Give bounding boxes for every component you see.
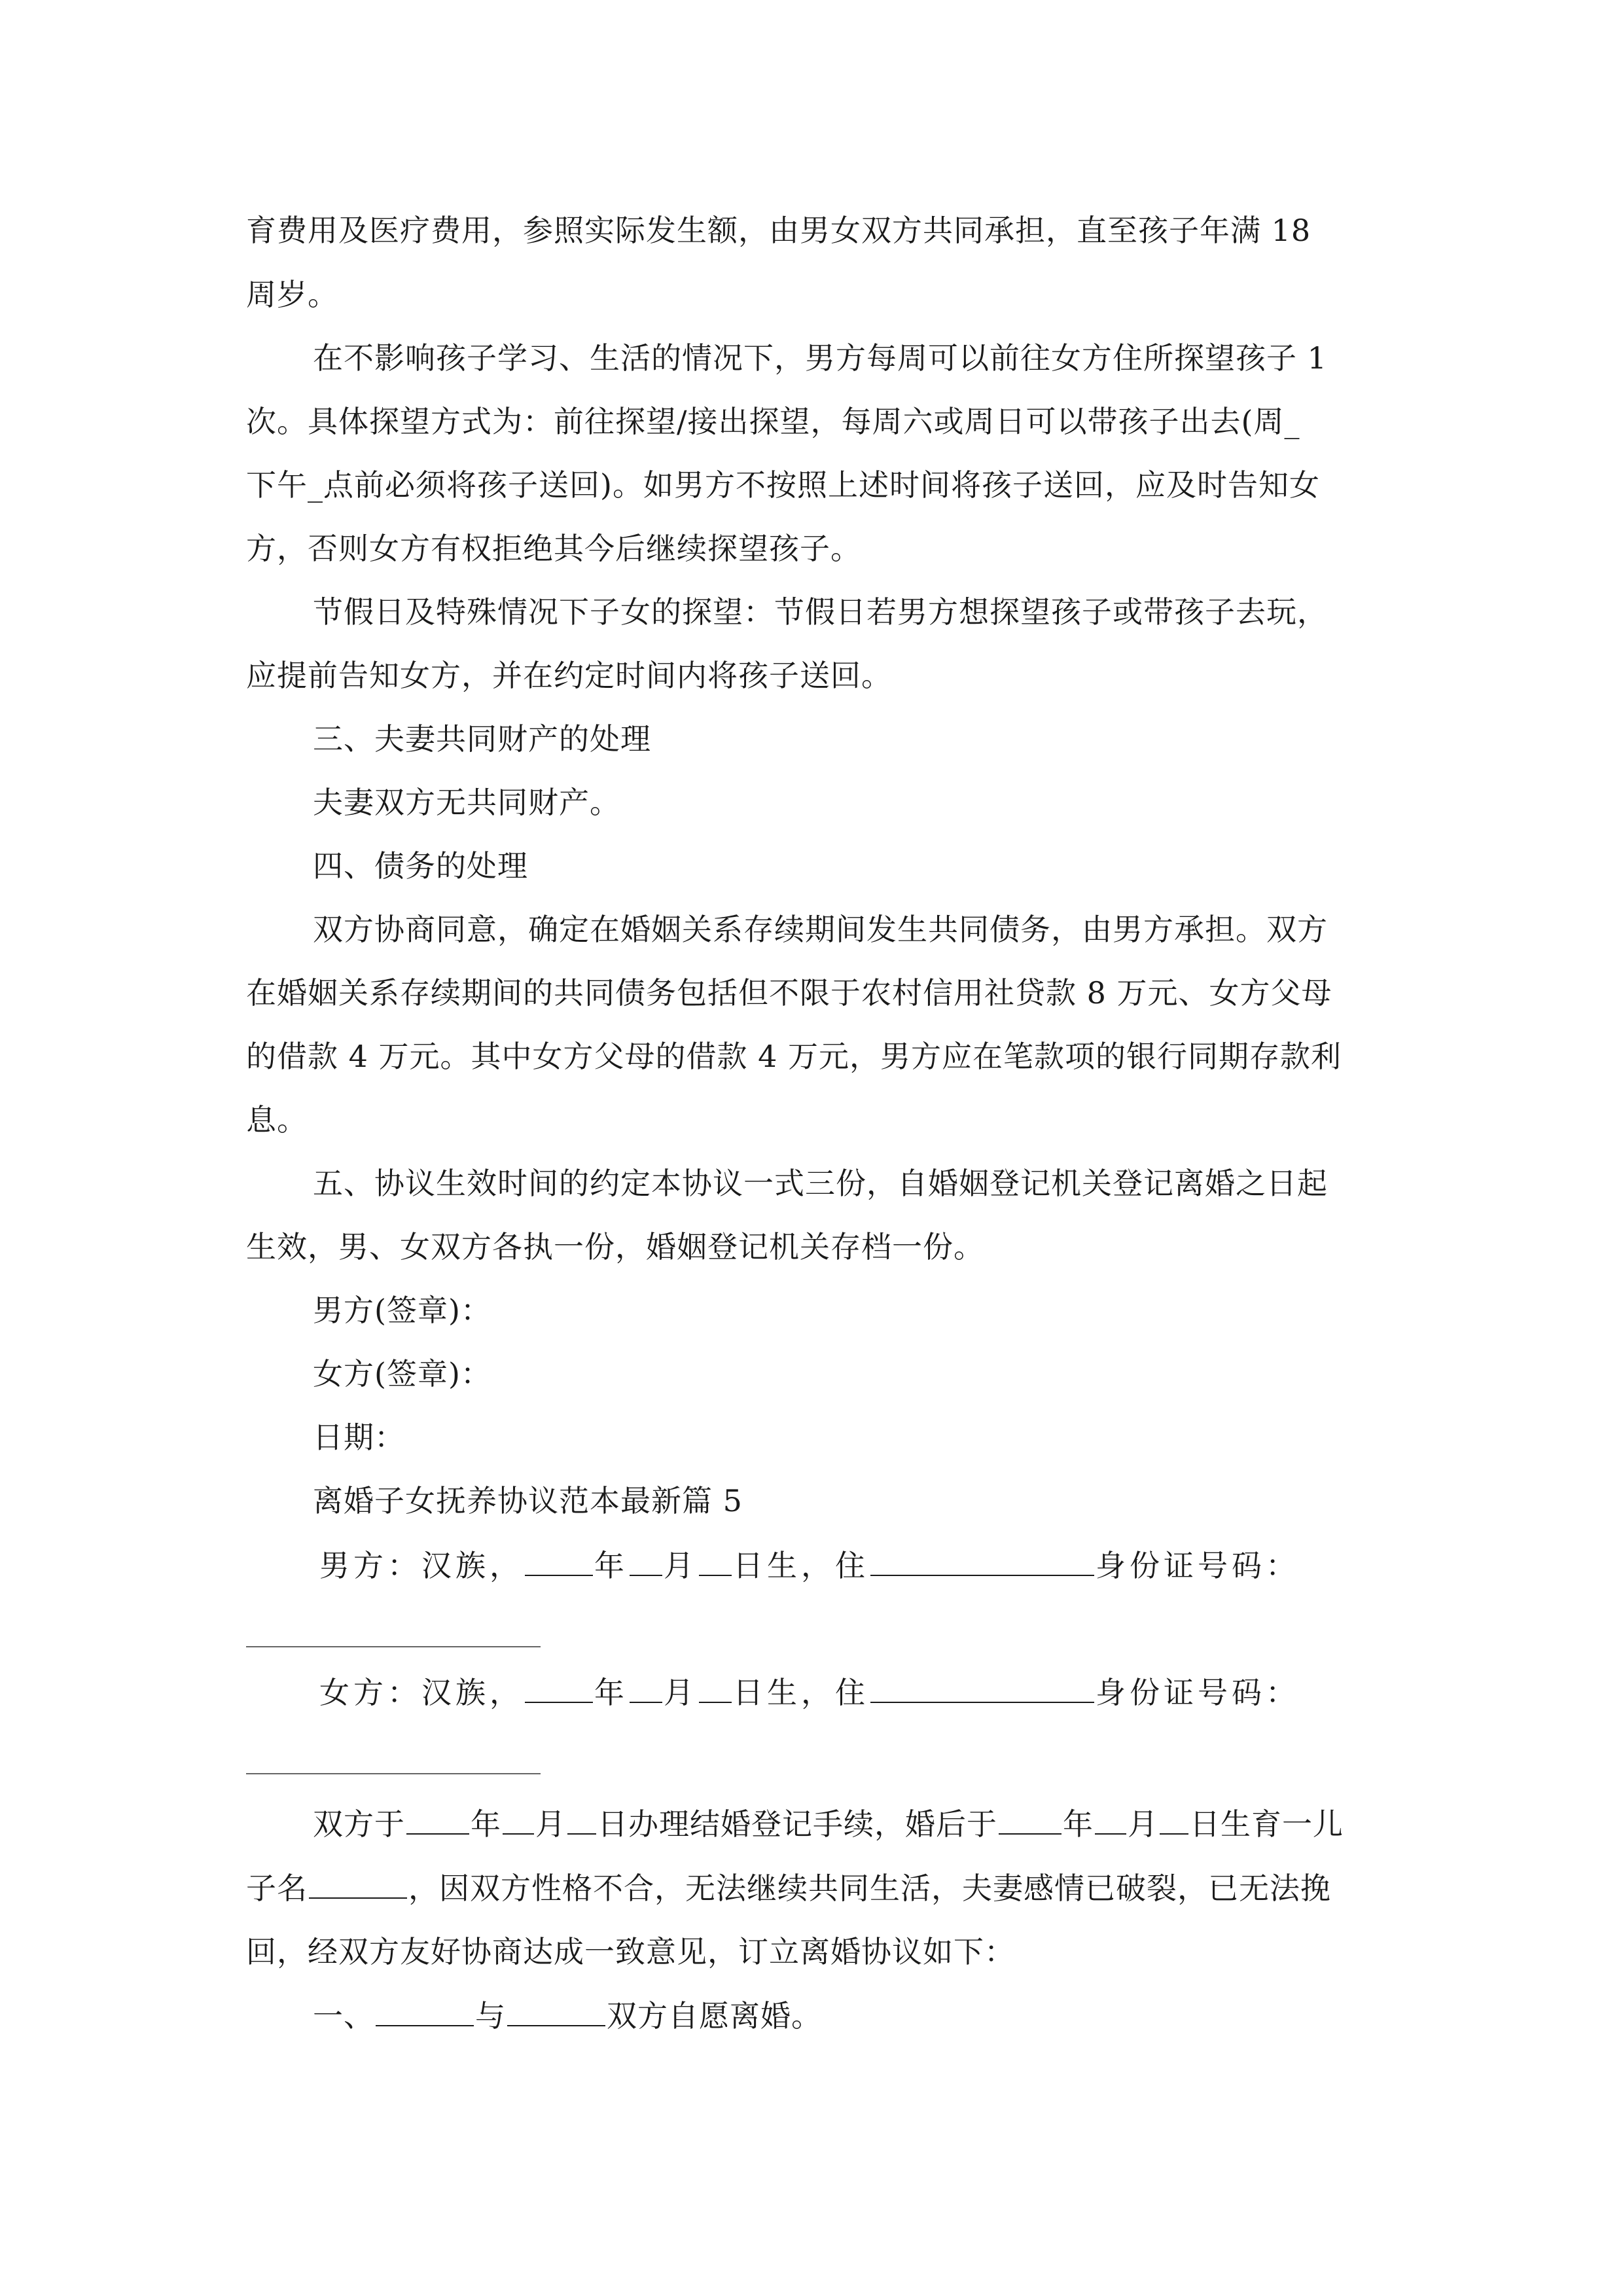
month-blank — [630, 1546, 662, 1576]
section-heading: 四、债务的处理 — [313, 848, 528, 884]
section-title: 离婚子女抚养协议范本最新篇 5 — [313, 1483, 743, 1518]
paragraph-line: 应提前告知女方，并在约定时间内将孩子送回。 — [246, 658, 892, 693]
paragraph-line: 双方协商同意，确定在婚姻关系存续期间发生共同债务，由男方承担。双方 — [313, 912, 1328, 947]
signature-female: 女方(签章)： — [313, 1356, 491, 1391]
paragraph-line: 周岁。 — [246, 277, 338, 312]
female-info-line: 女方：汉族， 年 月 日生，住 身份证号码： — [319, 1673, 1300, 1712]
party-blank — [376, 1996, 474, 2026]
day-blank — [1160, 1804, 1188, 1835]
year-blank — [406, 1804, 469, 1835]
paragraph-line: 子名 ，因双方性格不合，无法继续共同生活，夫妻感情已破裂，已无法挽 — [246, 1869, 1331, 1908]
paragraph-line: 一、 与 双方自愿离婚。 — [313, 1996, 822, 2036]
male-info-line: 男方：汉族， 年 月 日生，住 身份证号码： — [319, 1546, 1300, 1585]
paragraph-line: 五、协议生效时间的约定本协议一式三份，自婚姻登记机关登记离婚之日起 — [313, 1166, 1328, 1201]
id-number-blank — [246, 1773, 541, 1774]
month-blank — [1095, 1804, 1126, 1835]
paragraph-line: 在婚姻关系存续期间的共同债务包括但不限于农村信用社贷款 8 万元、女方父母 — [246, 975, 1332, 1011]
paragraph-line: 节假日及特殊情况下子女的探望：节假日若男方想探望孩子或带孩子去玩， — [313, 594, 1328, 630]
signature-male: 男方(签章)： — [313, 1293, 491, 1328]
paragraph-line: 的借款 4 万元。其中女方父母的借款 4 万元，男方应在笔款项的银行同期存款利 — [246, 1039, 1342, 1074]
day-blank — [699, 1673, 732, 1703]
paragraph-line: 下午_点前必须将孩子送回)。如男方不按照上述时间将孩子送回，应及时告知女 — [246, 467, 1320, 503]
paragraph-line: 回，经双方友好协商达成一致意见，订立离婚协议如下： — [246, 1934, 1015, 1969]
name-blank — [309, 1869, 407, 1899]
paragraph-line: 次。具体探望方式为：前往探望/接出探望，每周六或周日可以带孩子出去(周_ — [246, 404, 1300, 439]
paragraph-line: 息。 — [246, 1102, 308, 1138]
paragraph-line: 育费用及医疗费用，参照实际发生额，由男女双方共同承担，直至孩子年满 18 — [246, 213, 1311, 248]
paragraph-line: 双方于 年 月 日办理结婚登记手续，婚后于 年 月 日生育一儿 — [313, 1804, 1344, 1844]
section-heading: 三、夫妻共同财产的处理 — [313, 721, 651, 757]
month-blank — [630, 1673, 662, 1703]
year-blank — [525, 1673, 593, 1703]
date-field: 日期： — [313, 1420, 405, 1455]
paragraph-line: 生效，男、女双方各执一份，婚姻登记机关存档一份。 — [246, 1229, 984, 1265]
party-blank — [507, 1996, 605, 2026]
paragraph-line: 在不影响孩子学习、生活的情况下，男方每周可以前往女方住所探望孩子 1 — [313, 340, 1327, 376]
day-blank — [699, 1546, 732, 1576]
month-blank — [503, 1804, 534, 1835]
day-blank — [567, 1804, 596, 1835]
year-blank — [999, 1804, 1061, 1835]
id-number-blank — [246, 1646, 541, 1647]
address-blank — [870, 1546, 1094, 1576]
address-blank — [870, 1673, 1094, 1703]
paragraph-line: 夫妻双方无共同财产。 — [313, 785, 620, 820]
paragraph-line: 方，否则女方有权拒绝其今后继续探望孩子。 — [246, 531, 861, 566]
year-blank — [525, 1546, 593, 1576]
